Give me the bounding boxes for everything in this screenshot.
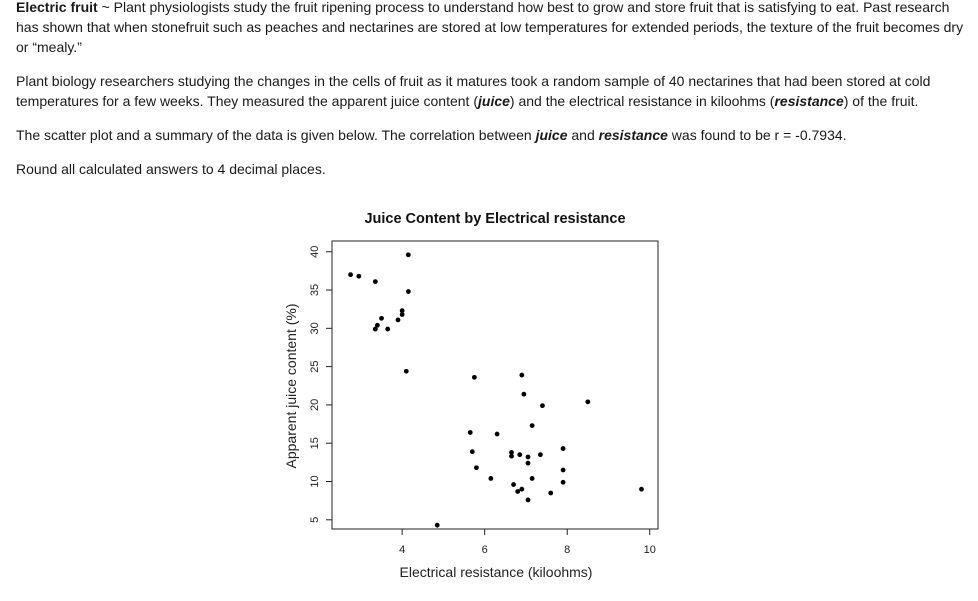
y-axis-label: Apparent juice content (%) — [283, 303, 299, 469]
corr-text-b: and — [567, 127, 599, 143]
data-point — [540, 403, 545, 408]
y-axis — [309, 246, 332, 523]
data-point — [385, 327, 390, 332]
y-tick-label: 25 — [309, 360, 321, 373]
data-point — [526, 461, 531, 466]
data-point — [517, 452, 522, 457]
intro-text: Plant physiologists study the fruit ripening process to understand how best to grow and store fruit that is satisfying to eat. Past research has shown that when stonefruit such as peaches and nectarines are stored at low temperatures for extended periods, the texture of the fruit becomes dry or “mealy.” — [16, 0, 964, 55]
data-point — [519, 373, 524, 378]
chart-title: Juice Content by Electrical resistance — [364, 211, 626, 227]
data-point — [373, 327, 378, 332]
plot-frame — [332, 241, 658, 529]
study-text-a: Plant biology researchers studying the changes in the cells of fruit as it matures took a random sample of 40 nectarines that had been stored at cold temperatures for a few weeks. They measured the apparent juice content ( — [16, 73, 931, 109]
corr-text-a: The scatter plot and a summary of the data is given below. The correlation between — [16, 127, 536, 143]
data-point — [548, 491, 553, 496]
data-point — [406, 289, 411, 294]
y-tick-label: 30 — [309, 322, 321, 335]
data-point — [530, 476, 535, 481]
data-point — [470, 449, 475, 454]
data-point — [400, 312, 405, 317]
var-juice: juice — [478, 93, 510, 109]
data-point — [404, 369, 409, 374]
rounding-text: Round all calculated answers to 4 decimal places. — [16, 161, 326, 177]
problem-title: Electric fruit — [16, 0, 98, 15]
data-point — [511, 482, 516, 487]
data-point — [561, 446, 566, 451]
data-point — [468, 430, 473, 435]
data-point — [521, 392, 526, 397]
data-point — [585, 399, 590, 404]
data-point — [435, 523, 440, 528]
y-tick-label: 10 — [309, 475, 321, 488]
corr-var-resistance: resistance — [598, 127, 668, 143]
corr-var-juice: juice — [535, 127, 568, 143]
x-axis — [399, 529, 656, 556]
data-point — [526, 455, 531, 460]
data-point — [509, 454, 514, 459]
data-point — [373, 279, 378, 284]
data-point — [526, 497, 531, 502]
data-point — [379, 316, 384, 321]
data-point — [519, 487, 524, 492]
data-point — [561, 480, 566, 485]
title-separator: ~ — [97, 0, 114, 15]
corr-text-c: was found to be r = -0.7934. — [667, 127, 847, 143]
data-point — [474, 465, 479, 470]
data-point — [396, 317, 401, 322]
x-axis-label: Electrical resistance (kiloohms) — [399, 564, 593, 580]
data-point — [488, 476, 493, 481]
data-point — [561, 468, 566, 473]
y-tick-label: 15 — [309, 437, 321, 450]
y-tick-label: 20 — [309, 398, 321, 412]
data-point — [472, 375, 477, 380]
var-resistance: resistance — [774, 93, 844, 109]
data-point — [356, 274, 361, 279]
x-tick-label: 8 — [564, 544, 571, 556]
data-point — [495, 432, 500, 437]
data-point — [530, 423, 535, 428]
data-points — [348, 252, 644, 527]
study-text-c: ) of the fruit. — [843, 93, 919, 109]
data-point — [515, 489, 520, 494]
y-tick-label: 40 — [309, 245, 321, 258]
data-point — [538, 452, 543, 457]
data-point — [348, 272, 353, 277]
study-text-b: ) and the electrical resistance in kiloohms ( — [509, 93, 775, 109]
x-tick-label: 4 — [399, 544, 406, 556]
y-tick-label: 35 — [309, 283, 321, 297]
data-point — [639, 487, 644, 492]
y-tick-label: 5 — [309, 516, 321, 523]
data-point — [406, 252, 411, 257]
x-tick-label: 6 — [481, 544, 488, 556]
x-tick-label: 10 — [643, 544, 656, 556]
